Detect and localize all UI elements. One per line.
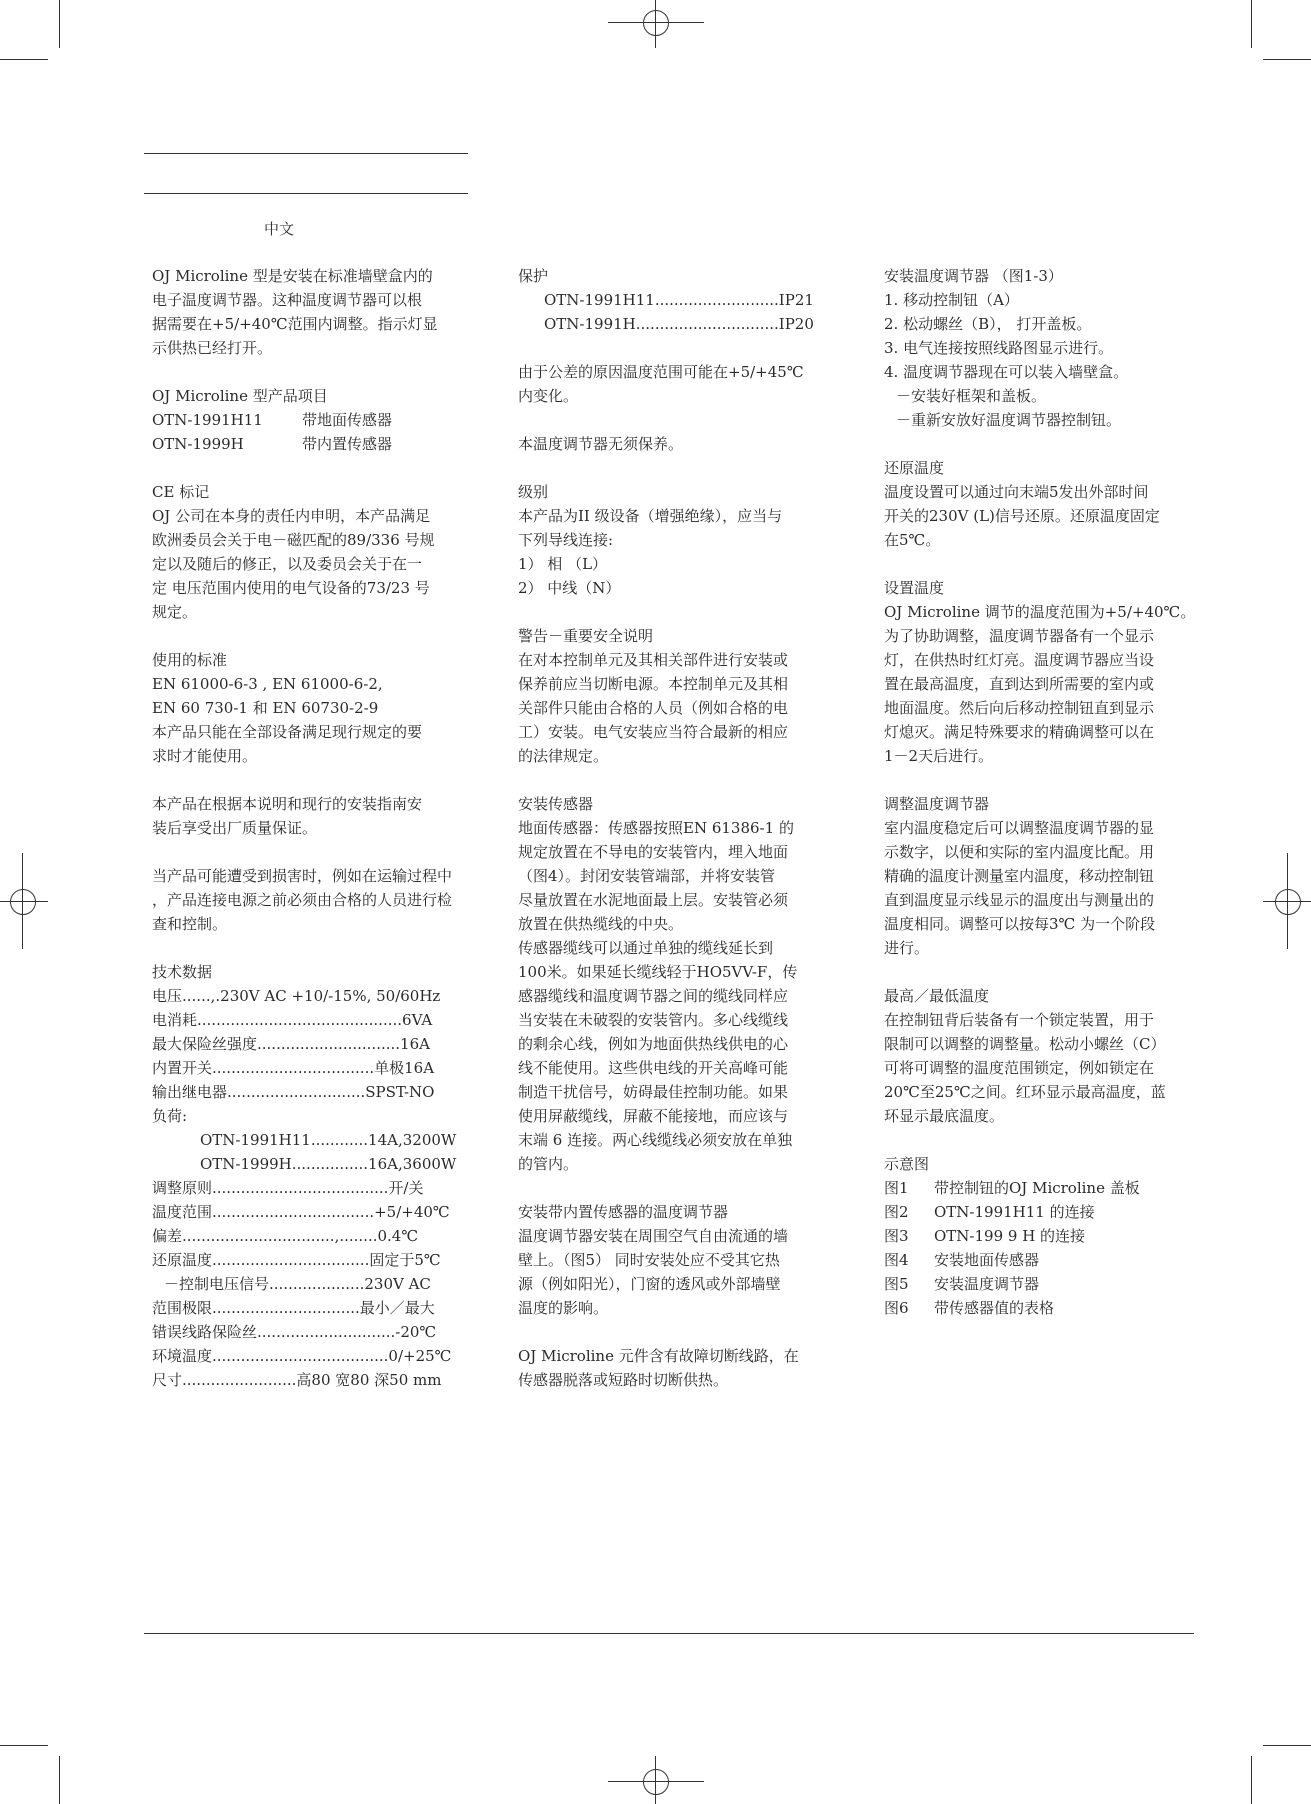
intro-paragraph (152, 264, 482, 360)
column-1 (152, 264, 482, 1392)
ce-line: 定以及随后的修正，以及委员会关于在一 (152, 555, 423, 573)
crop-mark-tr-v (1251, 0, 1252, 48)
tech-line: 内置开关..................................单极16A (152, 1059, 435, 1077)
column-3 (884, 264, 1204, 1320)
protection-line: OTN-1991H11..........................IP21 (544, 291, 814, 309)
header-rule-top (144, 153, 468, 154)
registration-left-circle (10, 889, 36, 915)
builtin-line: 壁上。（图5） 同时安装处应不受其它热 (518, 1251, 780, 1269)
product-model: OTN-1991H11 (152, 411, 263, 429)
tech-line: 输出继电器.............................SPST-NO (152, 1083, 435, 1101)
sensor-line: 当安装在未破裂的安装管内。多心线缆线 (518, 1011, 789, 1029)
conductor-line: 1） 相 （L） (518, 555, 608, 573)
setting-line: OJ Microline 调节的温度范围为+5/+40℃。 (884, 603, 1196, 621)
setting-line: 灯，在供热时红灯亮。温度调节器应当设 (884, 651, 1155, 669)
damage-line: 当产品可能遭受到损害时，例如在运输过程中 (152, 867, 453, 885)
setting-line: 地面温度。然后向后移动控制钮直到显示 (884, 699, 1155, 717)
header-rule-bottom (144, 193, 468, 194)
install-title: 安装温度调节器 （图1-3） (884, 267, 1063, 285)
tolerance-line: 内变化。 (518, 387, 579, 405)
sensor-title: 安装传感器 (518, 795, 594, 813)
language-label: 中文 (264, 220, 295, 238)
adjust-line: 进行。 (884, 939, 930, 957)
warning-line: 保养前应当切断电源。本控制单元及其相 (518, 675, 789, 693)
intro-line: 电子温度调节器。这种温度调节器可以根 (152, 291, 423, 309)
ce-line: 定 电压范围内使用的电气设备的73/23 号 (152, 579, 430, 597)
setting-line: 为了协助调整，温度调节器备有一个显示 (884, 627, 1155, 645)
figure-number: 图1 (884, 1179, 909, 1197)
figure-row (884, 1224, 1204, 1248)
figure-number: 图3 (884, 1227, 909, 1245)
install-step: 3. 电气连接按照线路图显示进行。 (884, 339, 1114, 357)
ce-line: 规定。 (152, 603, 198, 621)
sensor-line: 感器缆线和温度调节器之间的缆线同样应 (518, 987, 789, 1005)
tech-line: 偏差................................,........0.4℃ (152, 1227, 419, 1245)
tech-line: 电消耗...........................................6VA (152, 1011, 433, 1029)
protection-line: OTN-1991H..............................IP20 (544, 315, 814, 333)
figure-row (884, 1200, 1204, 1224)
warning-title: 警告－重要安全说明 (518, 627, 654, 645)
fault-line: 传感器脱落或短路时切断供热。 (518, 1371, 729, 1389)
warning-line: 关部件只能由合格的人员（例如合格的电 (518, 699, 789, 717)
maintenance-text: 本温度调节器无须保养。 (518, 435, 684, 453)
install-sub-step: －安装好框架和盖板。 (896, 387, 1047, 405)
figure-row (884, 1248, 1204, 1272)
standards-line: 求时才能使用。 (152, 747, 258, 765)
registration-right-circle (1275, 889, 1301, 915)
product-desc: 带地面传感器 (302, 411, 393, 429)
setting-line: 灯熄灭。满足特殊要求的精确调整可以在 (884, 723, 1155, 741)
figure-desc: OTN-1991H11 的连接 (934, 1203, 1095, 1221)
sensor-line: 制造干扰信号，妨碍最佳控制功能。如果 (518, 1083, 789, 1101)
ce-line: OJ 公司在本身的责任内申明，本产品满足 (152, 507, 431, 525)
intro-line: 据需要在+5/+40℃范围内调整。指示灯显 (152, 315, 438, 333)
ce-title: CE 标记 (152, 483, 210, 501)
tech-line: 电压......,.230V AC +10/-15%, 50/60Hz (152, 987, 441, 1005)
setback-line: 在5℃。 (884, 531, 941, 549)
install-sub-step: －重新安放好温度调节器控制钮。 (896, 411, 1122, 429)
sensor-line: 使用屏蔽缆线，屏蔽不能接地，而应该与 (518, 1107, 789, 1125)
sensor-line: 的剩余心线，例如为地面供热线供电的心 (518, 1035, 789, 1053)
install-step: 1. 移动控制钮（A） (884, 291, 1019, 309)
warranty-line: 装后享受出厂质量保证。 (152, 819, 318, 837)
tech-line: 负荷: (152, 1107, 188, 1125)
products-title: OJ Microline 型产品项目 (152, 387, 328, 405)
minmax-line: 在控制钮背后装备有一个锁定装置，用于 (884, 1011, 1155, 1029)
install-step: 4. 温度调节器现在可以装入墙壁盒。 (884, 363, 1129, 381)
standards-title: 使用的标准 (152, 651, 228, 669)
minmax-line: 环显示最底温度。 (884, 1107, 1005, 1125)
figure-row (884, 1296, 1204, 1320)
minmax-line: 20℃至25℃之间。红环显示最高温度，蓝 (884, 1083, 1166, 1101)
sensor-line: 放置在供热缆线的中央。 (518, 915, 684, 933)
tech-line: 温度范围..................................+5/+40℃ (152, 1203, 450, 1221)
tech-line: 还原温度.................................固定于5℃ (152, 1251, 441, 1269)
class-line: 下列导线连接: (518, 531, 614, 549)
tech-title: 技术数据 (152, 963, 213, 981)
registration-bottom-circle (643, 1769, 669, 1795)
figure-number: 图6 (884, 1299, 909, 1317)
sensor-line: 末端 6 连接。两心线缆线必须安放在单独 (518, 1131, 793, 1149)
sensor-line: 尽量放置在水泥地面最上层。安装管必须 (518, 891, 789, 909)
crop-mark-bl-h (0, 1745, 48, 1746)
tech-line: 错误线路保险丝.............................-20℃ (152, 1323, 437, 1341)
product-row (152, 408, 482, 432)
figure-desc: 安装地面传感器 (934, 1251, 1040, 1269)
protection-title: 保护 (518, 267, 549, 285)
warranty-line: 本产品在根据本说明和现行的安装指南安 (152, 795, 423, 813)
standards-line: EN 61000-6-3 , EN 61000-6-2, (152, 675, 383, 693)
minmax-line: 限制可以调整的调整量。松动小螺丝（C） (884, 1035, 1166, 1053)
sensor-line: 传感器缆线可以通过单独的缆线延长到 (518, 939, 774, 957)
figure-number: 图4 (884, 1251, 909, 1269)
minmax-title: 最高／最低温度 (884, 987, 990, 1005)
crop-mark-tl-h (0, 59, 48, 60)
column-2 (518, 264, 848, 1392)
footer-rule (144, 1633, 1194, 1634)
load-line: OTN-1999H................16A,3600W (200, 1155, 457, 1173)
tech-line: 调整原则.....................................开/关 (152, 1179, 424, 1197)
tech-line: 环境温度.....................................0/+25℃ (152, 1347, 452, 1365)
adjust-line: 示数字，以便和实际的室内温度比配。用 (884, 843, 1155, 861)
registration-top-circle (643, 10, 669, 36)
adjust-line: 精确的温度计测量室内温度，移动控制钮 (884, 867, 1155, 885)
setback-line: 温度设置可以通过向末端5发出外部时间 (884, 483, 1149, 501)
figure-row (884, 1176, 1204, 1200)
figure-desc: OTN-199 9 H 的连接 (934, 1227, 1086, 1245)
ce-line: 欧洲委员会关于电－磁匹配的89/336 号规 (152, 531, 435, 549)
figure-number: 图2 (884, 1203, 909, 1221)
class-line: 本产品为II 级设备（增强绝缘），应当与 (518, 507, 783, 525)
tolerance-line: 由于公差的原因温度范围可能在+5/+45℃ (518, 363, 804, 381)
minmax-line: 可将可调整的温度范围锁定，例如锁定在 (884, 1059, 1155, 1077)
product-row (152, 432, 482, 456)
warning-line: 工）安装。电气安装应当符合最新的相应 (518, 723, 789, 741)
tech-line: 最大保险丝强度..............................16A (152, 1035, 430, 1053)
crop-mark-br-h (1263, 1745, 1311, 1746)
class-title: 级别 (518, 483, 549, 501)
intro-line: 示供热已经打开。 (152, 339, 273, 357)
crop-mark-tl-v (59, 0, 60, 48)
sensor-line: 的管内。 (518, 1155, 579, 1173)
adjust-line: 温度相同。调整可以按每3℃ 为一个阶段 (884, 915, 1156, 933)
standards-line: EN 60 730-1 和 EN 60730-2-9 (152, 699, 379, 717)
sensor-line: （图4）。封闭安装管端部，并将安装管 (518, 867, 776, 885)
setback-line: 开关的230V (L)信号还原。还原温度固定 (884, 507, 1160, 525)
standards-line: 本产品只能在全部设备满足现行规定的要 (152, 723, 423, 741)
tech-line: 范围极限...............................最小／最大 (152, 1299, 435, 1317)
figure-desc: 带控制钮的OJ Microline 盖板 (934, 1179, 1140, 1197)
setback-title: 还原温度 (884, 459, 945, 477)
tech-line: 尺寸........................高80 宽80 深50 mm (152, 1371, 442, 1389)
sensor-line: 100米。如果延长缆线轻于HO5VV-F，传 (518, 963, 798, 981)
intro-line: OJ Microline 型是安装在标准墙壁盒内的 (152, 267, 433, 285)
figure-number: 图5 (884, 1275, 909, 1293)
adjust-title: 调整温度调节器 (884, 795, 990, 813)
figure-desc: 带传感器值的表格 (934, 1299, 1055, 1317)
conductor-line: 2） 中线（N） (518, 579, 621, 597)
damage-line: 查和控制。 (152, 915, 228, 933)
warning-line: 的法律规定。 (518, 747, 609, 765)
setting-line: 置在最高温度，直到达到所需要的室内或 (884, 675, 1155, 693)
product-desc: 带内置传感器 (302, 435, 393, 453)
sensor-line: 规定放置在不导电的安装管内，埋入地面 (518, 843, 789, 861)
builtin-line: 温度的影响。 (518, 1299, 609, 1317)
adjust-line: 室内温度稳定后可以调整温度调节器的显 (884, 819, 1155, 837)
builtin-line: 源（例如阳光），门窗的透风或外部墙壁 (518, 1275, 781, 1293)
sensor-line: 地面传感器：传感器按照EN 61386-1 的 (518, 819, 794, 837)
product-model: OTN-1999H (152, 435, 244, 453)
setting-title: 设置温度 (884, 579, 945, 597)
figure-desc: 安装温度调节器 (934, 1275, 1040, 1293)
figure-row (884, 1272, 1204, 1296)
fault-line: OJ Microline 元件含有故障切断线路，在 (518, 1347, 799, 1365)
tech-sub-line: －控制电压信号....................230V AC (164, 1275, 431, 1293)
load-line: OTN-1991H11............14A,3200W (200, 1131, 457, 1149)
crop-mark-br-v (1251, 1756, 1252, 1804)
builtin-title: 安装带内置传感器的温度调节器 (518, 1203, 729, 1221)
adjust-line: 直到温度显示线显示的温度出与测量出的 (884, 891, 1155, 909)
figures-title: 示意图 (884, 1155, 930, 1173)
builtin-line: 温度调节器安装在周围空气自由流通的墙 (518, 1227, 789, 1245)
setting-line: 1－2天后进行。 (884, 747, 994, 765)
damage-line: ，产品连接电源之前必须由合格的人员进行检 (152, 891, 453, 909)
crop-mark-tr-h (1263, 59, 1311, 60)
sensor-line: 线不能使用。这些供电线的开关高峰可能 (518, 1059, 789, 1077)
warning-line: 在对本控制单元及其相关部件进行安装或 (518, 651, 789, 669)
crop-mark-bl-v (59, 1756, 60, 1804)
install-step: 2. 松动螺丝（B）， 打开盖板。 (884, 315, 1092, 333)
